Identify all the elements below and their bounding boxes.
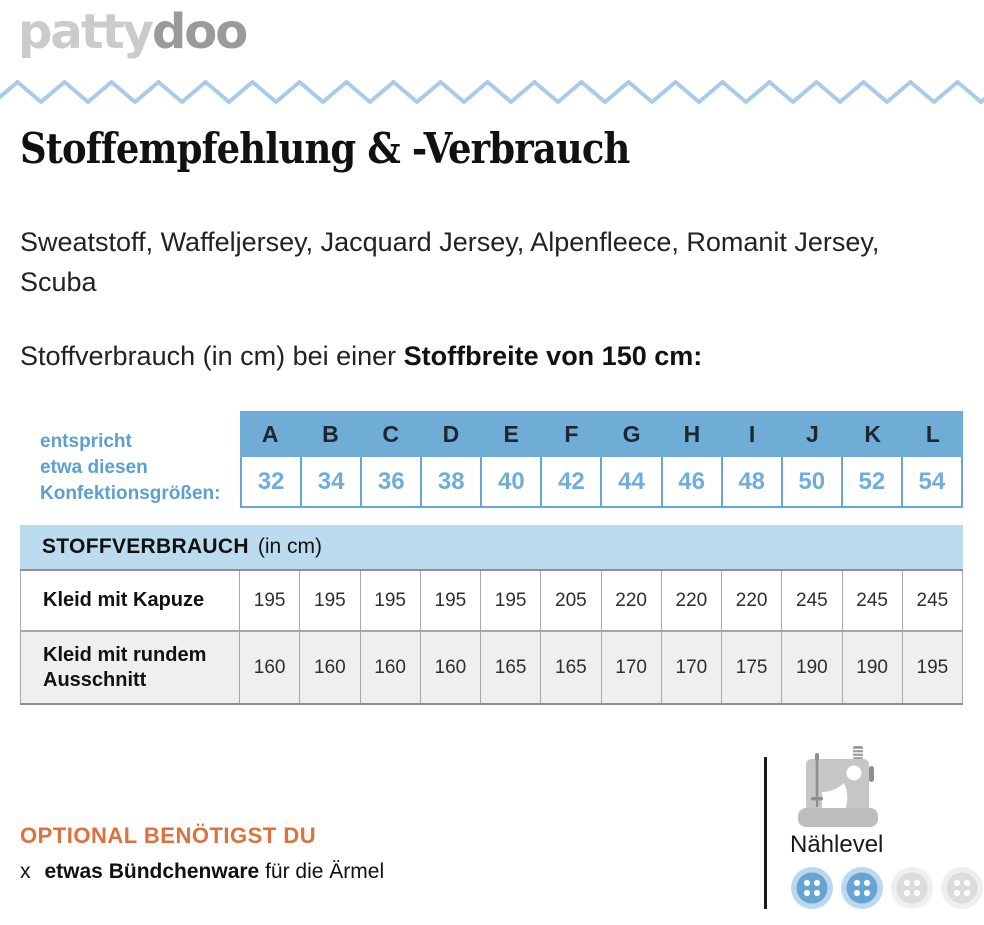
consumption-table-header <box>20 525 963 569</box>
size-number-cell: 36 <box>362 457 422 508</box>
pattydoo-logo <box>18 4 246 60</box>
value-cell: 245 <box>782 571 842 630</box>
naehlevel-label: Nählevel <box>790 831 884 858</box>
side-label-line: Konfektionsgrößen: <box>40 483 221 504</box>
sewing-machine-icon <box>792 745 888 829</box>
value-cell: 165 <box>481 632 541 703</box>
optional-item-rest: für die Ärmel <box>259 860 385 883</box>
side-label-line: etwa diesen <box>40 457 148 478</box>
size-number-row <box>240 457 963 508</box>
size-letter-cell: E <box>503 420 519 447</box>
value-cell: 245 <box>843 571 903 630</box>
consumption-header-bold: STOFFVERBRAUCH <box>42 535 249 558</box>
value-cell: 190 <box>782 632 842 703</box>
size-number-cell: 38 <box>422 457 482 508</box>
size-number-cell: 54 <box>903 457 963 508</box>
level-button-icon-inactive <box>940 866 984 910</box>
value-cell: 175 <box>722 632 782 703</box>
value-cell: 170 <box>602 632 662 703</box>
optional-heading: OPTIONAL BENÖTIGST DU <box>20 823 317 848</box>
value-cell: 165 <box>541 632 601 703</box>
size-number-cell: 44 <box>602 457 662 508</box>
size-number-cell: 32 <box>242 457 302 508</box>
value-cell: 195 <box>903 632 963 703</box>
value-cell: 160 <box>421 632 481 703</box>
value-cell: 220 <box>602 571 662 630</box>
size-letter-cell: L <box>925 420 940 447</box>
logo-part-dark: doo <box>151 4 247 60</box>
size-letter-cell: C <box>382 420 399 447</box>
value-cell: 195 <box>240 571 300 630</box>
logo-part-light: patty <box>18 4 152 60</box>
vertical-divider <box>764 757 767 909</box>
table-row <box>20 571 963 632</box>
size-letter-cell: A <box>261 420 279 447</box>
value-cell: 195 <box>481 571 541 630</box>
value-cell: 220 <box>722 571 782 630</box>
level-button-icon-inactive <box>890 866 934 910</box>
value-cell: 195 <box>421 571 481 630</box>
value-cell: 160 <box>361 632 421 703</box>
value-cell: 220 <box>662 571 722 630</box>
wave-divider <box>0 78 984 108</box>
size-letter-cell: G <box>622 420 641 447</box>
size-letter-cell: K <box>864 420 881 447</box>
value-cell: 245 <box>903 571 963 630</box>
value-cell: 205 <box>541 571 601 630</box>
size-letter-cell: J <box>805 420 819 447</box>
page-title: Stoffempfehlung & -Verbrauch <box>20 124 630 173</box>
size-number-cell: 40 <box>482 457 542 508</box>
value-cell: 160 <box>240 632 300 703</box>
size-table <box>240 411 963 508</box>
size-number-cell: 50 <box>783 457 843 508</box>
naehlevel-rating <box>790 866 984 910</box>
size-number-cell: 42 <box>542 457 602 508</box>
size-letter-cell: F <box>564 420 579 447</box>
optional-item-bold: etwas Bündchenware <box>44 860 260 883</box>
fabric-list: Sweatstoff, Waffeljersey, Jacquard Jersey, Alpenfleece, Romanit Jersey, Scuba <box>20 227 880 297</box>
value-cell: 160 <box>300 632 360 703</box>
size-letter-cell: B <box>322 420 339 447</box>
size-number-cell: 48 <box>723 457 783 508</box>
value-cell: 195 <box>361 571 421 630</box>
size-letter-row <box>240 411 963 457</box>
size-equivalence-label <box>40 429 221 507</box>
side-label-line: entspricht <box>40 431 132 452</box>
usage-sentence <box>20 341 702 372</box>
level-button-icon-active <box>790 866 834 910</box>
level-button-icon-active <box>840 866 884 910</box>
usage-bold: Stoffbreite von 150 cm: <box>403 341 703 371</box>
optional-item <box>20 860 384 884</box>
value-cell: 190 <box>843 632 903 703</box>
optional-item-bullet: x <box>20 860 31 883</box>
size-number-cell: 52 <box>843 457 903 508</box>
consumption-header-unit: (in cm) <box>257 535 322 558</box>
row-label: Kleid mit Kapuze <box>21 571 240 630</box>
table-row <box>20 632 963 703</box>
consumption-table <box>20 569 963 705</box>
usage-regular: Stoffverbrauch (in cm) bei einer <box>20 341 404 371</box>
size-number-cell: 34 <box>302 457 362 508</box>
size-letter-cell: D <box>442 420 460 447</box>
size-letter-cell: H <box>683 420 701 447</box>
value-cell: 195 <box>300 571 360 630</box>
size-letter-cell: I <box>748 420 756 447</box>
size-number-cell: 46 <box>663 457 723 508</box>
value-cell: 170 <box>662 632 722 703</box>
row-label: Kleid mit rundem Ausschnitt <box>21 632 240 703</box>
